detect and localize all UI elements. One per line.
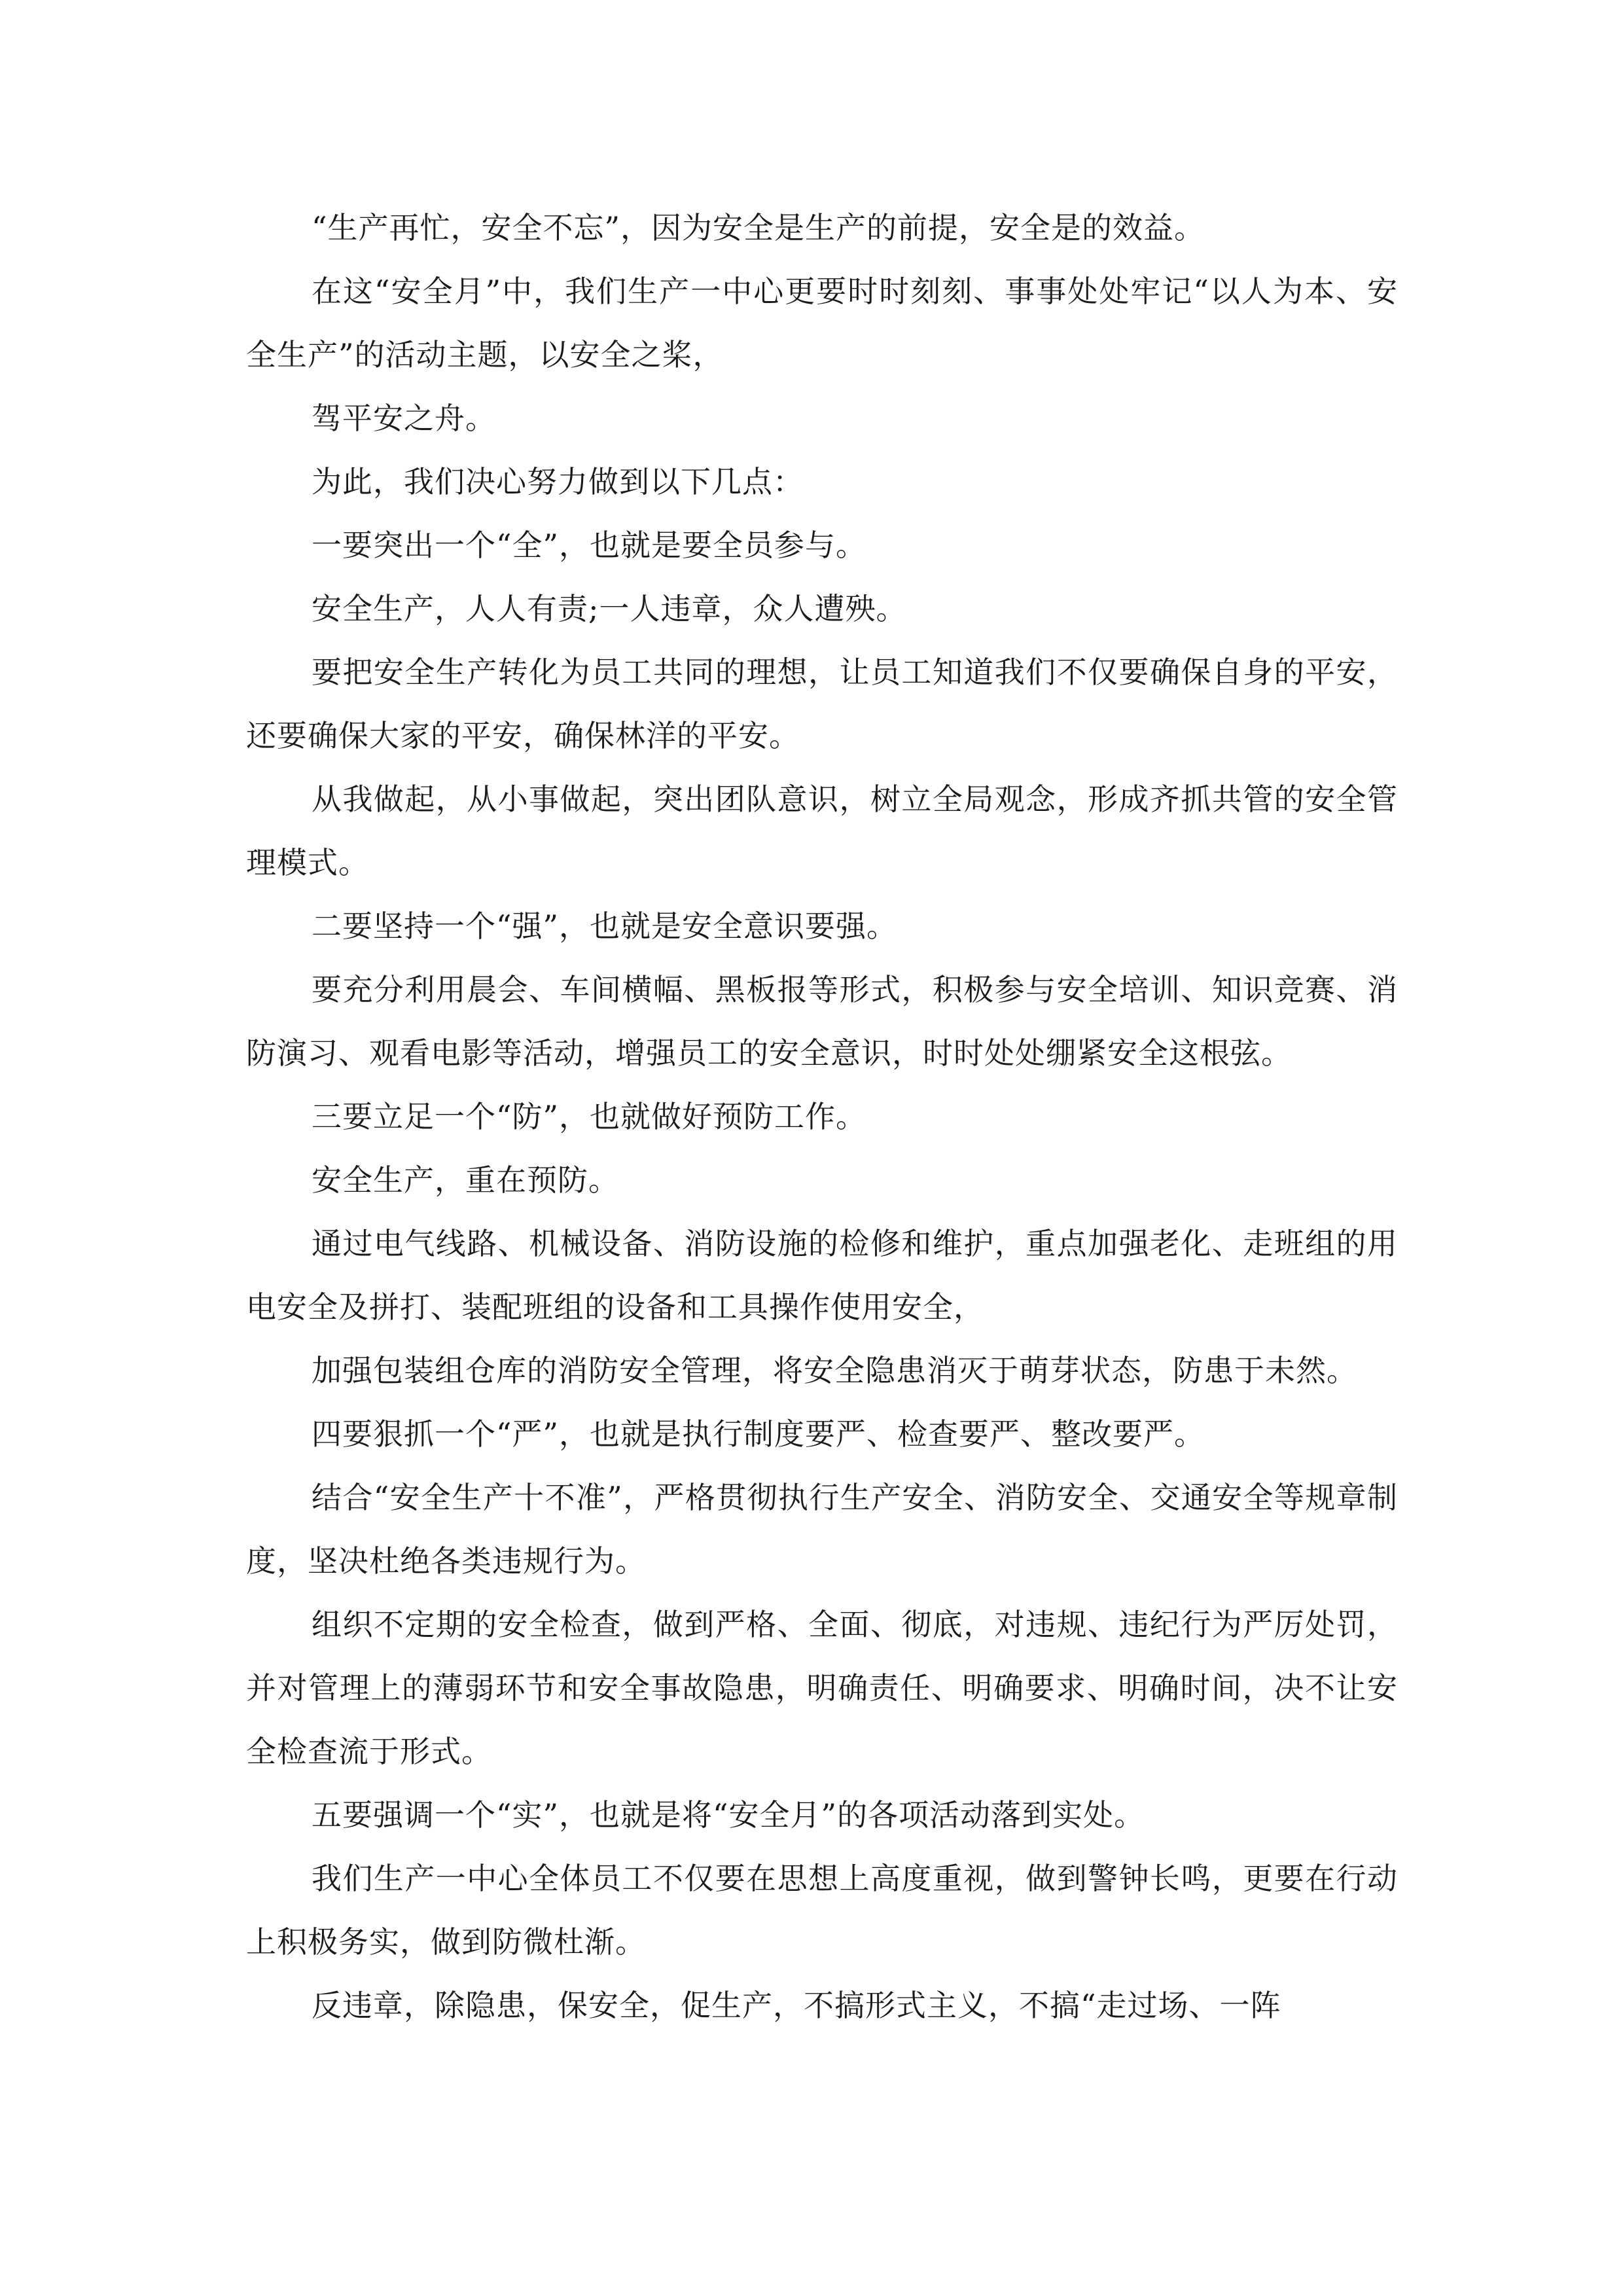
paragraph: 在这“安全月”中，我们生产一中心更要时时刻刻、事事处处牢记“以人为本、安全生产”的活动主题，以安全之桨， (246, 274, 1398, 372)
paragraph: 五要强调一个“实”，也就是将“安全月”的各项活动落到实处。 (312, 1797, 1145, 1833)
paragraph: 安全生产，重在预防。 (312, 1162, 619, 1198)
paragraph: 驾平安之舟。 (312, 401, 496, 436)
paragraph: 要充分利用晨会、车间横幅、黑板报等形式，积极参与安全培训、知识竞赛、消防演习、观看电影等活动，增强员工的安全意识，时时处处绷紧安全这根弦。 (246, 972, 1398, 1071)
document-body (246, 196, 1398, 2037)
paragraph: 要把安全生产转化为员工共同的理想，让员工知道我们不仅要确保自身的平安，还要确保大家的平安，确保林洋的平安。 (246, 655, 1398, 753)
paragraph: 为此，我们决心努力做到以下几点： (312, 464, 804, 499)
paragraph: 二要坚持一个“强”，也就是安全意识要强。 (312, 908, 898, 944)
paragraph: 一要突出一个“全”，也就是要全员参与。 (312, 528, 867, 563)
paragraph: 三要立足一个“防”，也就做好预防工作。 (312, 1099, 867, 1134)
paragraph: 安全生产，人人有责;一人违章，众人遭殃。 (312, 591, 907, 626)
paragraph: “生产再忙，安全不忘”，因为安全是生产的前提，安全是的效益。 (312, 210, 1205, 245)
paragraph: 反违章，除隐患，保安全，促生产，不搞形式主义，不搞“走过场、一阵 (312, 1988, 1281, 2023)
paragraph: 从我做起，从小事做起，突出团队意识，树立全局观念，形成齐抓共管的安全管理模式。 (246, 781, 1398, 880)
paragraph: 四要狠抓一个“严”，也就是执行制度要严、检查要严、整改要严。 (312, 1416, 1205, 1452)
paragraph: 组织不定期的安全检查，做到严格、全面、彻底，对违规、违纪行为严厉处罚，并对管理上的薄弱环节和安全事故隐患，明确责任、明确要求、明确时间，决不让安全检查流于形式。 (246, 1607, 1398, 1769)
paragraph: 通过电气线路、机械设备、消防设施的检修和维护，重点加强老化、走班组的用电安全及拼打、装配班组的设备和工具操作使用安全， (246, 1226, 1398, 1325)
paragraph: 我们生产一中心全体员工不仅要在思想上高度重视，做到警钟长鸣，更要在行动上积极务实，做到防微杜渐。 (246, 1861, 1398, 1960)
paragraph: 结合“安全生产十不准”，严格贯彻执行生产安全、消防安全、交通安全等规章制度，坚决杜绝各类违规行为。 (246, 1480, 1398, 1579)
paragraph: 加强包装组仓库的消防安全管理，将安全隐患消灭于萌芽状态，防患于未然。 (312, 1353, 1357, 1388)
